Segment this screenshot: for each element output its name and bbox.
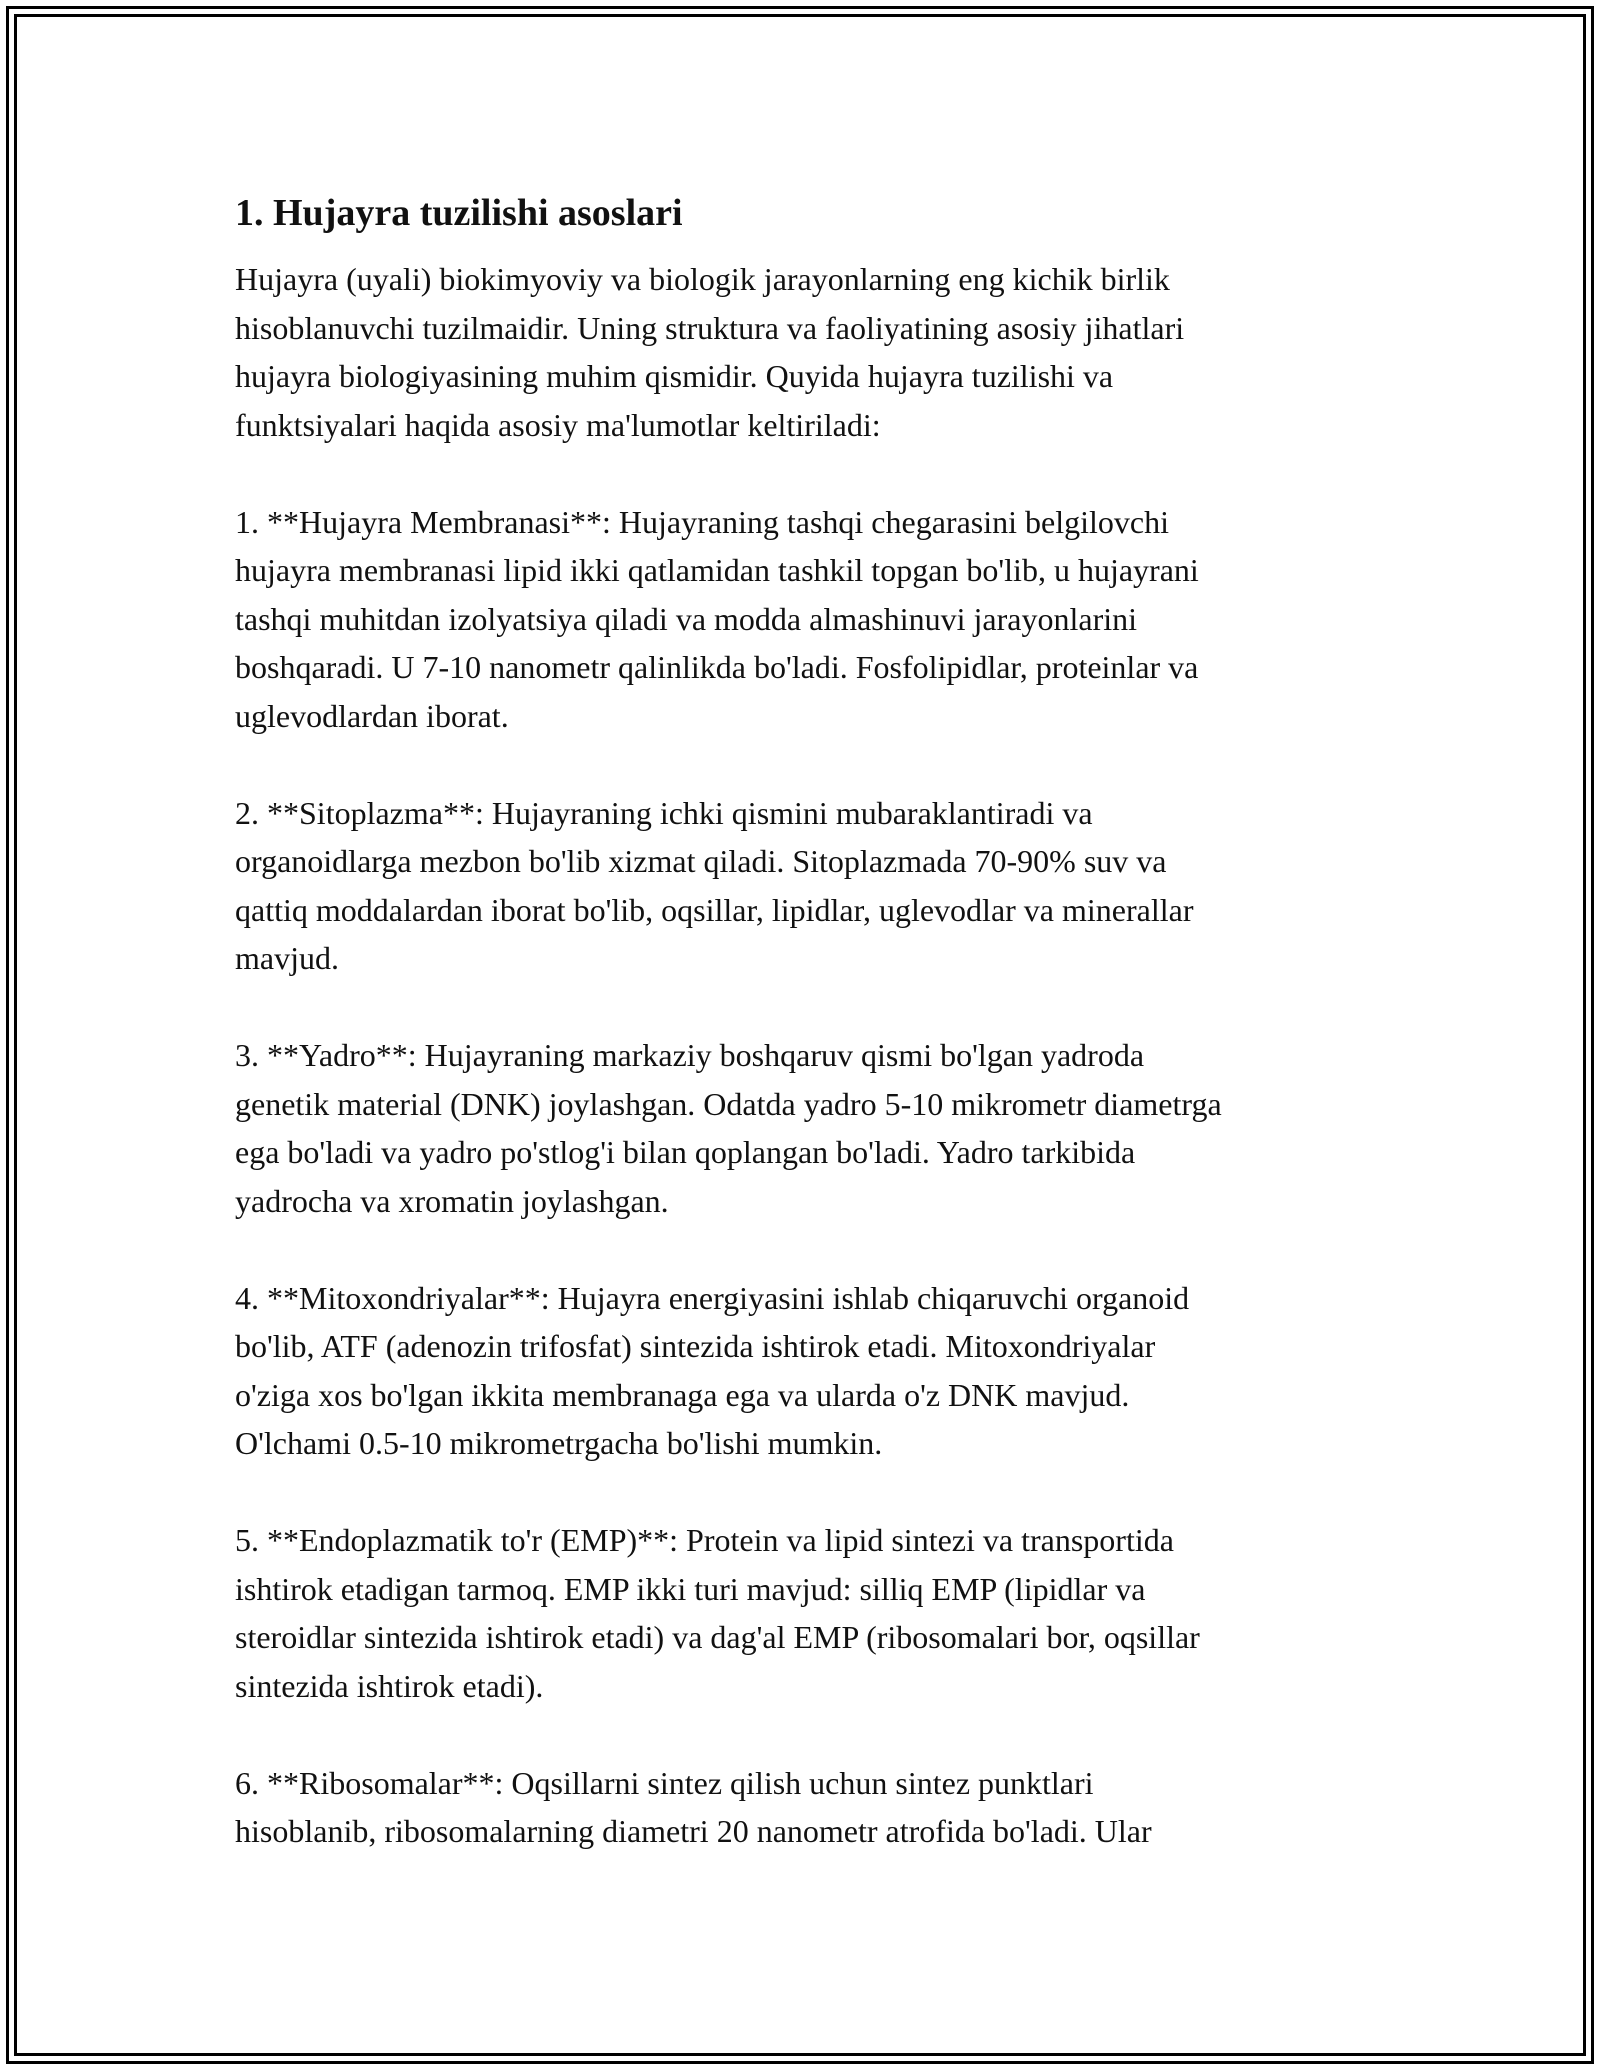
list-item-membrane: 1. **Hujayra Membranasi**: Hujayraning tashqi chegarasini belgilovchi hujayra membranasi lipid ikki qatlamidan tashkil topgan bo'lib, u hujayrani tashqi muhitdan izolyatsiya qiladi va modda almashinuvi jarayonlarini boshqaradi. U 7-10 nanometr qalinlikda bo'ladi. Fosfolipidlar, proteinlar va uglevodlardan iborat.: [235, 503, 1199, 734]
list-item-ribosomes: 6. **Ribosomalar**: Oqsillarni sintez qilish uchun sintez punktlari hisoblanib, ribosomalarning diametri 20 nanometr atrofida bo'ladi. Ular: [235, 1764, 1152, 1849]
list-item-endoplasmic-reticulum: 5. **Endoplazmatik to'r (EMP)**: Protein va lipid sintezi va transportida ishtirok etadigan tarmoq. EMP ikki turi mavjud: silliq EMP (lipidlar va steroidlar sintezida ishtirok etadi) va dag'al EMP (ribosomalari bor, oqsillar sintezida ishtirok etadi).: [235, 1522, 1200, 1704]
blank-line: [235, 1468, 1385, 1517]
document-body: [235, 185, 1385, 1856]
list-item-cytoplasm: 2. **Sitoplazma**: Hujayraning ichki qismini mubaraklantiradi va organoidlarga mezbon bo'lib xizmat qiladi. Sitoplazmada 70-90% suv va qattiq moddalardan iborat bo'lib, oqsillar, lipidlar, uglevodlar va minerallar mavjud.: [235, 794, 1194, 976]
document-title: 1. Hujayra tuzilishi asoslari: [235, 192, 683, 234]
blank-line: [235, 983, 1385, 1032]
list-item-nucleus: 3. **Yadro**: Hujayraning markaziy boshqaruv qismi bo'lgan yadroda genetik material (DNK) joylashgan. Odatda yadro 5-10 mikrometr diametrga ega bo'ladi va yadro po'stlog'i bilan qoplangan bo'ladi. Yadro tarkibida yadrocha va xromatin joylashgan.: [235, 1037, 1222, 1219]
blank-line: [235, 1710, 1385, 1759]
blank-line: [235, 1225, 1385, 1274]
blank-line: [235, 740, 1385, 789]
intro-paragraph: Hujayra (uyali) biokimyoviy va biologik jarayonlarning eng kichik birlik hisoblanuvchi tuzilmaidir. Uning struktura va faoliyatining asosiy jihatlari hujayra biologiyasining muhim qismidir. Quyida hujayra tuzilishi va funktsiyalari haqida asosiy ma'lumotlar keltiriladi:: [235, 261, 1185, 443]
blank-line: [235, 449, 1385, 498]
list-item-mitochondria: 4. **Mitoxondriyalar**: Hujayra energiyasini ishlab chiqaruvchi organoid bo'lib, ATF (adenozin trifosfat) sintezida ishtirok etadi. Mitoxondriyalar o'ziga xos bo'lgan ikkita membranaga ega va ularda o'z DNK mavjud. O'lchami 0.5-10 mikrometrgacha bo'lishi mumkin.: [235, 1279, 1190, 1461]
